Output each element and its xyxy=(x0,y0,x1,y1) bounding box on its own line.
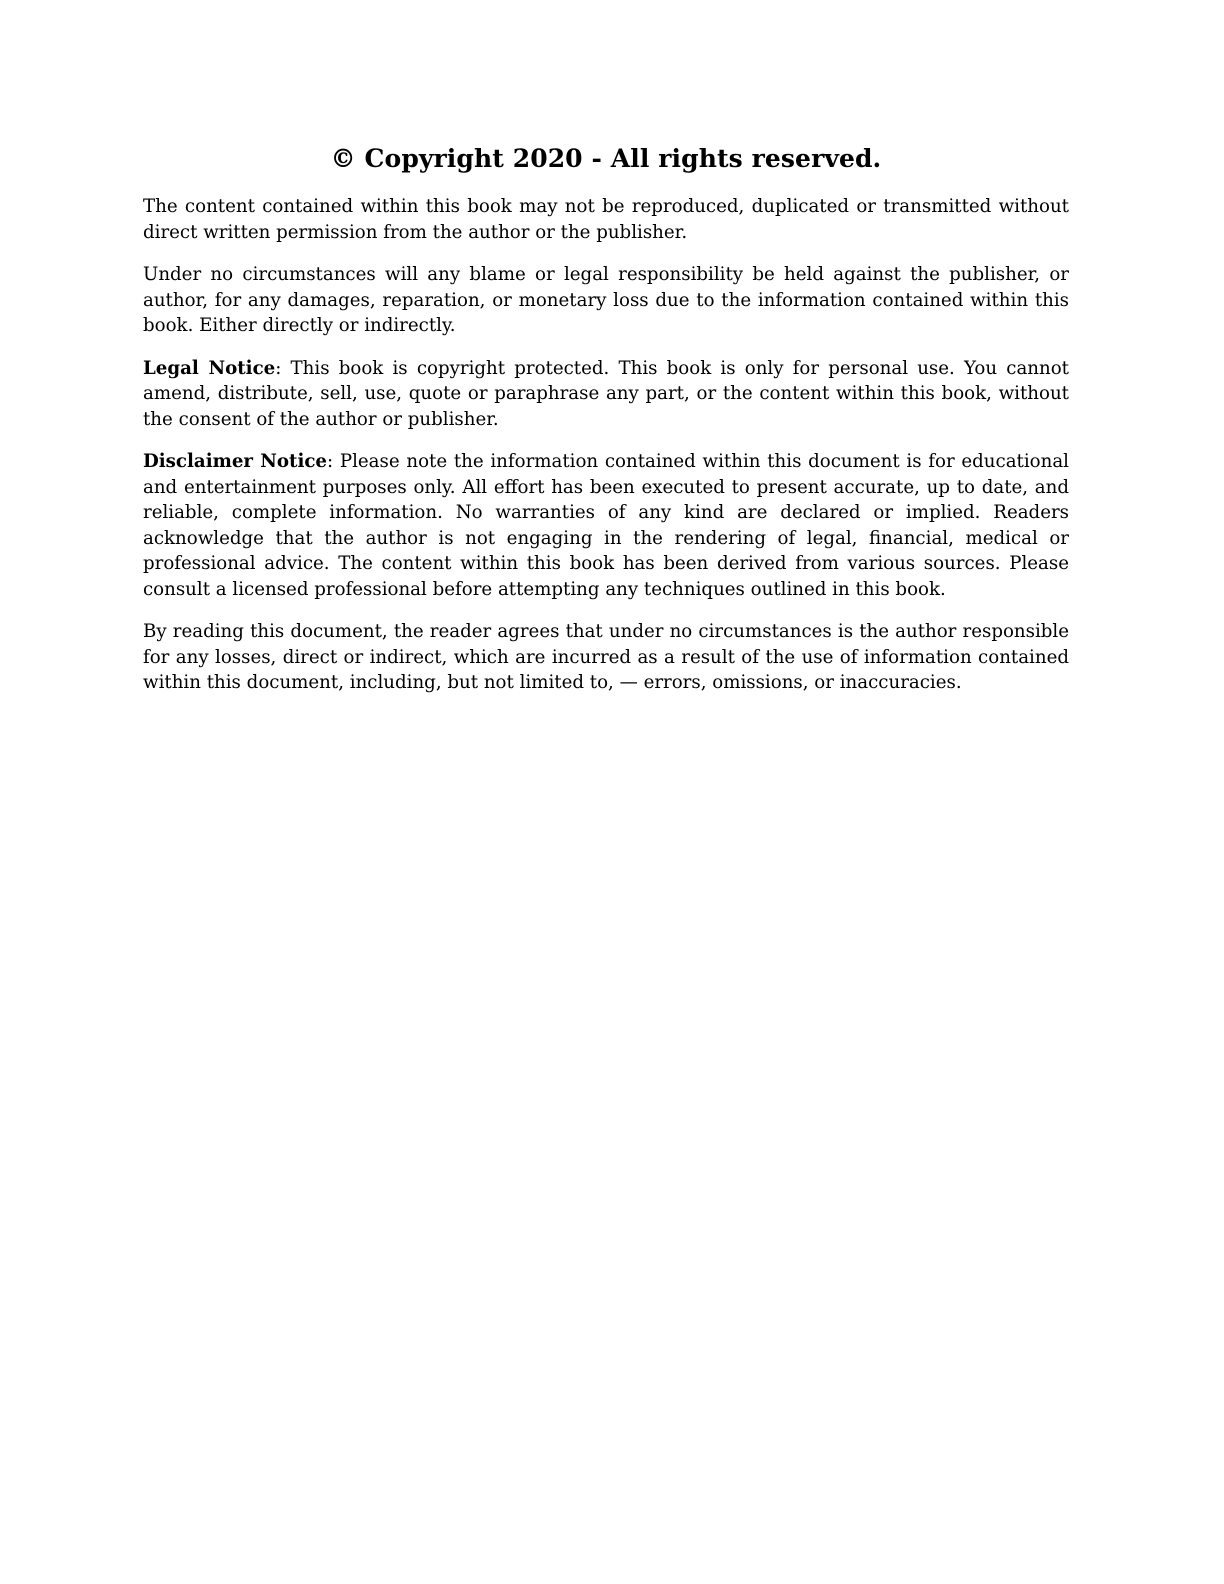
paragraph-legal-notice xyxy=(143,356,1069,433)
page-title: © Copyright 2020 - All rights reserved. xyxy=(330,144,882,173)
disclaimer-notice-heading: Disclaimer Notice xyxy=(143,451,327,472)
legal-notice-heading: Legal Notice xyxy=(143,357,276,379)
paragraph-text: : Please note the information contained within this document is for educational and entertainment purposes only. All effort has been executed to present accurate, up to date, and reliable, complete information. No warranties of any kind are declared or implied. Readers acknowledge that the author is not engaging in the rendering of legal, financial, medical or professional advice. The content within this book has been derived from various sources. Please consult a licensed professional before attempting any techniques outlined in this book. xyxy=(143,451,1069,600)
paragraph-agreement xyxy=(143,619,1069,696)
paragraph-text: Under no circumstances will any blame or legal responsibility be held against the publisher, or author, for any damages, reparation, or monetary loss due to the information contained within this book. Either directly or indirectly. xyxy=(143,264,1069,336)
paragraph-liability xyxy=(143,262,1069,339)
paragraph-reproduction xyxy=(143,194,1069,245)
copyright-page xyxy=(143,141,1069,713)
paragraph-text: By reading this document, the reader agrees that under no circumstances is the author responsible for any losses, direct or indirect, which are incurred as a result of the use of information contained within this document, including, but not limited to, — errors, omissions, or inaccuracies. xyxy=(143,621,1069,693)
paragraph-disclaimer-notice xyxy=(143,449,1069,602)
paragraph-text: : This book is copyright protected. This book is only for personal use. You cannot amend, distribute, sell, use, quote or paraphrase any part, or the content within this book, without the consent of the author or publisher. xyxy=(143,357,1069,430)
paragraph-text: The content contained within this book may not be reproduced, duplicated or transmitted without direct written permission from the author or the publisher. xyxy=(143,196,1069,243)
